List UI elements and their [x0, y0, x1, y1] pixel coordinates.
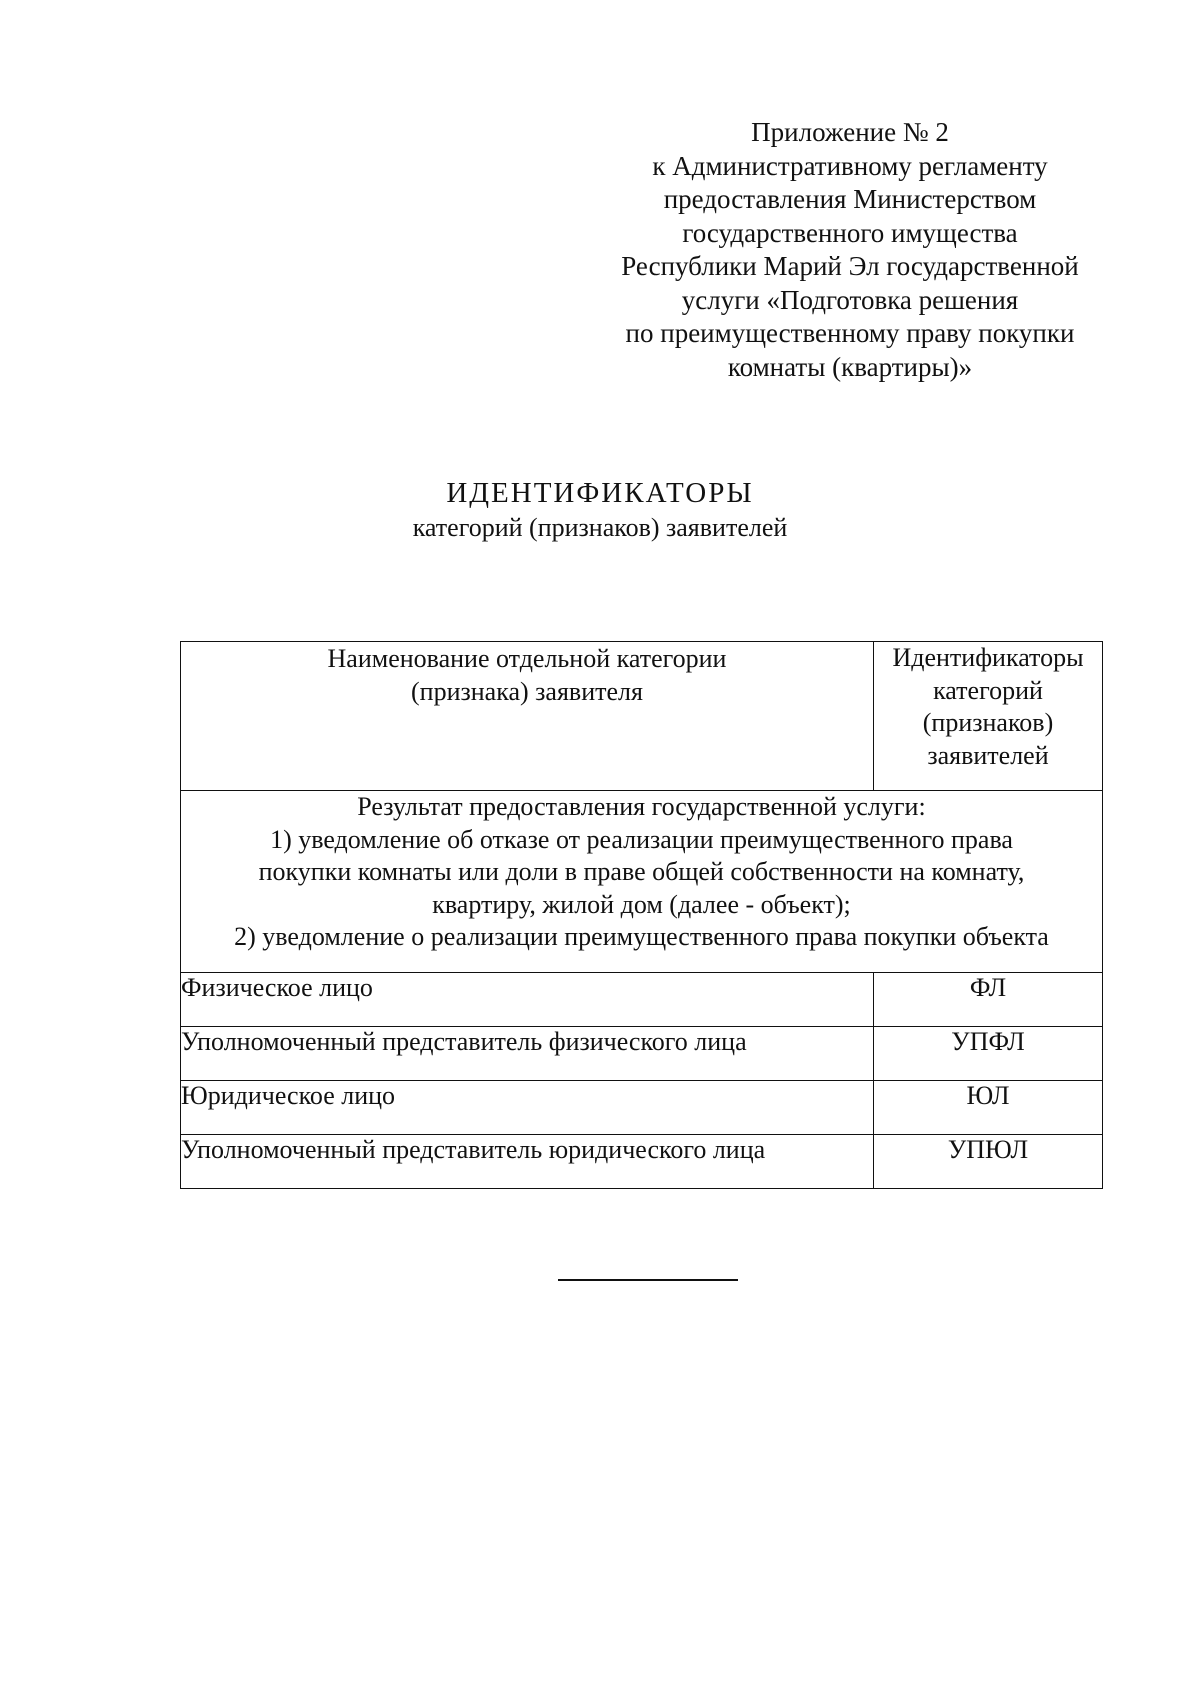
document-subtitle: категорий (признаков) заявителей	[412, 513, 788, 542]
category-name-cell: Физическое лицо	[181, 973, 874, 1027]
header-id-line: Идентификаторы	[892, 643, 1084, 672]
result-line: 1) уведомление об отказе от реализации преимущественного права	[270, 824, 1013, 854]
appendix-block	[600, 116, 1100, 384]
table-header-row	[181, 642, 1103, 791]
result-line: покупки комнаты или доли в праве общей собственности на комнату,	[258, 857, 1025, 886]
appendix-line: Приложение № 2	[751, 117, 949, 147]
header-name-line: (признака) заявителя	[411, 677, 643, 706]
category-id-cell: УПФЛ	[874, 1027, 1103, 1081]
result-line: 2) уведомление о реализации преимущественного права покупки объекта	[234, 922, 1049, 951]
header-id-line: заявителей	[927, 740, 1049, 770]
appendix-line: по преимущественному праву покупки	[625, 318, 1075, 348]
appendix-line: к Административному регламенту	[652, 150, 1048, 181]
service-result-cell	[181, 791, 1103, 973]
category-name-cell: Юридическое лицо	[181, 1081, 874, 1135]
end-divider	[558, 1279, 738, 1281]
header-id-line: категорий	[933, 675, 1043, 705]
table-row	[181, 1027, 1103, 1081]
category-name-cell: Уполномоченный представитель физического лица	[181, 1027, 874, 1081]
category-id-cell: ЮЛ	[874, 1081, 1103, 1135]
document-title: ИДЕНТИФИКАТОРЫ	[446, 477, 754, 509]
result-line: Результат предоставления государственной услуги:	[357, 792, 926, 821]
appendix-line: комнаты (квартиры)»	[727, 351, 973, 382]
header-category-name	[181, 642, 874, 791]
header-name-line: Наименование отдельной категории	[327, 644, 727, 673]
table-result-row	[181, 791, 1103, 973]
identifiers-table	[180, 641, 1103, 1189]
header-category-id	[874, 642, 1103, 791]
table-row	[181, 1135, 1103, 1189]
result-line: квартиру, жилой дом (далее - объект);	[432, 889, 851, 919]
category-id-cell: УПЮЛ	[874, 1135, 1103, 1189]
table-row	[181, 1081, 1103, 1135]
appendix-line: Республики Марий Эл государственной	[621, 251, 1079, 281]
category-id-cell: ФЛ	[874, 973, 1103, 1027]
appendix-line: услуги «Подготовка решения	[681, 284, 1019, 315]
appendix-line: государственного имущества	[682, 217, 1018, 248]
category-name-cell: Уполномоченный представитель юридического лица	[181, 1135, 874, 1189]
appendix-line: предоставления Министерством	[663, 184, 1037, 214]
table-row	[181, 973, 1103, 1027]
header-id-line: (признаков)	[922, 708, 1054, 737]
